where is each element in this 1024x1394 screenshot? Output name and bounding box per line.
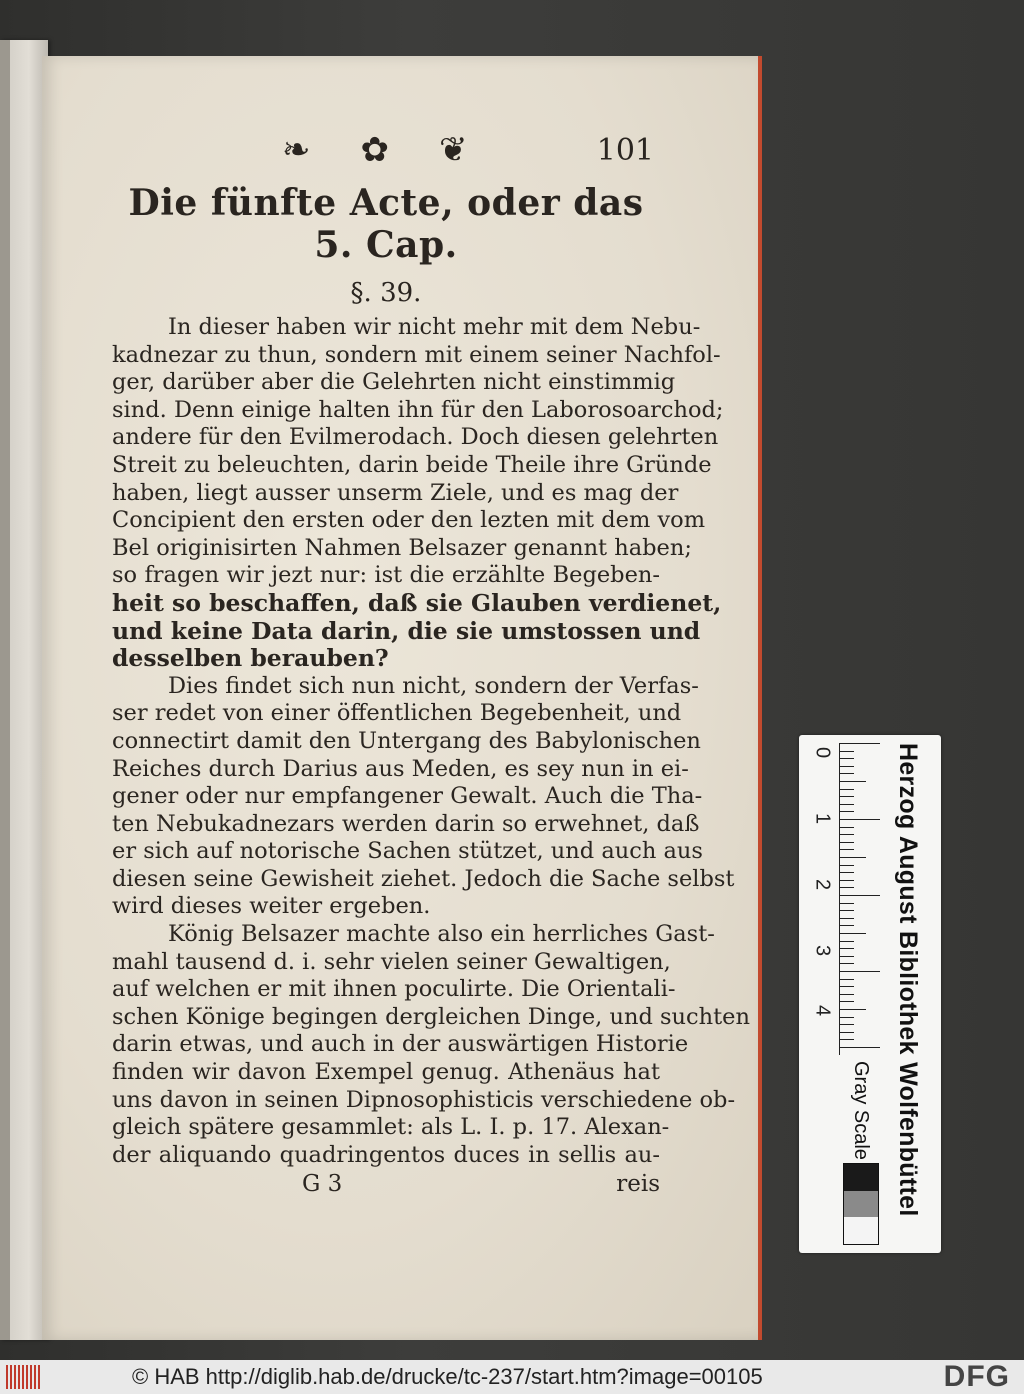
dfg-logo: DFG (943, 1360, 1010, 1393)
ruler-label: 4 (811, 1004, 834, 1017)
page-shadow (0, 40, 10, 1340)
ruler-tick (840, 773, 854, 774)
text-line: Reiches durch Darius aus Meden, es sey nun in ei- (112, 755, 689, 782)
body-text (112, 314, 750, 1169)
text-line: desselben berauben? (112, 644, 389, 673)
ruler-tick (840, 849, 854, 850)
ruler-tick (840, 758, 854, 759)
ruler-tick (840, 963, 854, 964)
ruler-label: 0 (811, 746, 834, 759)
ruler-tick (840, 1009, 866, 1010)
ruler-label: 3 (811, 944, 834, 957)
ornament (282, 130, 470, 170)
text-line: wird dieses weiter ergeben. (112, 893, 431, 920)
text-line: mahl tausend d. i. sehr vielen seiner Gewaltigen, (112, 948, 671, 975)
ruler-tick (840, 1017, 854, 1018)
ruler-tick (840, 910, 854, 911)
text-line: und keine Data darin, die sie umstossen und (112, 616, 701, 645)
page-content (112, 130, 750, 1198)
page-footer (112, 1171, 660, 1197)
text-line: er sich auf notorische Sachen stützet, und auch aus (112, 838, 703, 865)
ruler-tick (840, 789, 854, 790)
ruler-tick (840, 766, 854, 767)
ruler-tick (840, 941, 854, 942)
ruler-tick (840, 994, 854, 995)
text-line: diesen seine Gewisheit ziehet. Jedoch die Sache selbst (112, 865, 735, 892)
text-line: ten Nebukadnezars werden darin so erwehnet, daß (112, 810, 700, 837)
institution-name: Herzog August Bibliothek Wolfenbüttel (894, 743, 922, 1217)
ruler-tick (840, 834, 854, 835)
text-line: sind. Denn einige halten ihn für den Laborosoarchod; (112, 396, 724, 423)
ruler-tick (840, 986, 854, 987)
text-line: haben, liegt ausser unserm Ziele, und es mag der (112, 479, 679, 506)
ruler-tick (840, 918, 854, 919)
running-head (112, 130, 660, 170)
ruler-tick (840, 1047, 880, 1048)
text-line: König Belsazer machte also ein herrliches Gast- (168, 921, 715, 948)
ornament-right-icon: ❦ (439, 130, 470, 170)
ruler-tick (840, 1032, 854, 1033)
text-line: heit so beschaffen, daß sie Glauben verdienet, (112, 588, 722, 617)
gray-scale-label: Gray Scale (850, 1061, 872, 1160)
ruler-tick (840, 948, 854, 949)
ruler-tick (840, 979, 854, 980)
text-line: Bel originisirten Nahmen Belsazer genannt haben; (112, 534, 692, 561)
catchword: reis (616, 1171, 660, 1198)
ornament-left-icon: ❧ (282, 130, 313, 170)
copyright-link[interactable]: © HAB http://diglib.hab.de/drucke/tc-237/start.htm?image=00105 (132, 1364, 763, 1389)
ruler-tick (840, 971, 880, 972)
text-line: Concipient den ersten oder den lezten mit dem vom (112, 507, 706, 534)
section-mark: §. 39. (350, 278, 422, 308)
chapter-title: Die fünfte Acte, oder das 5. Cap. (128, 182, 644, 266)
ruler-label: 1 (811, 812, 834, 825)
ruler-tick (840, 1001, 854, 1002)
text-line: gener oder nur empfangener Gewalt. Auch die Tha- (112, 783, 703, 810)
text-line: connectirt damit den Untergang des Babylonischen (112, 727, 701, 754)
previous-page-edge (0, 40, 48, 1340)
ruler-tick (840, 819, 880, 820)
ruler-tick (840, 925, 854, 926)
viewer-footer (0, 1360, 1024, 1394)
ruler-tick (840, 804, 854, 805)
ruler-tick (840, 880, 854, 881)
text-line: kadnezar zu thun, sondern mit einem seiner Nachfol- (112, 341, 721, 368)
ruler-tick (840, 857, 866, 858)
ruler-tick (840, 865, 854, 866)
ruler-tick (840, 743, 880, 744)
gray-swatches (843, 1163, 879, 1245)
ruler-tick (840, 933, 866, 934)
signature-mark: G 3 (302, 1171, 343, 1198)
ruler-tick (840, 781, 866, 782)
barcode-icon (6, 1365, 42, 1389)
text-line: uns davon in seinen Dipnosophisticis verschiedene ob- (112, 1086, 736, 1113)
ruler-tick (840, 751, 854, 752)
ruler (839, 743, 882, 1055)
text-line: finden wir davon Exempel genug. Athenäus hat (112, 1059, 660, 1086)
text-line: Streit zu beleuchten, darin beide Theile ihre Gründe (112, 451, 712, 478)
text-line: Dies findet sich nun nicht, sondern der Verfas- (168, 672, 699, 699)
page-number: 101 (596, 132, 654, 168)
gray-swatch-mid (844, 1191, 878, 1218)
ornament-center-icon: ✿ (360, 130, 391, 170)
color-scale-card (799, 735, 941, 1253)
text-line: ger, darüber aber die Gelehrten nicht einstimmig (112, 369, 676, 396)
book-page (42, 56, 762, 1340)
text-line: der aliquando quadringentos duces in sellis au- (112, 1141, 660, 1168)
ruler-tick (840, 887, 854, 888)
text-line: ser redet von einer öffentlichen Begebenheit, und (112, 700, 682, 727)
ruler-tick (840, 811, 854, 812)
ruler-tick (840, 827, 854, 828)
gray-swatch-dark (844, 1164, 878, 1191)
text-line: auf welchen er mit ihnen poculirte. Die Orientali- (112, 976, 676, 1003)
ruler-tick (840, 903, 854, 904)
text-line: so fragen wir jezt nur: ist die erzählte Begeben- (112, 562, 660, 589)
text-line: andere für den Evilmerodach. Doch diesen gelehrten (112, 424, 719, 451)
ruler-tick (840, 872, 854, 873)
text-line: schen Könige begingen dergleichen Dinge, und suchten (112, 1003, 750, 1030)
ruler-tick (840, 1024, 854, 1025)
ruler-tick (840, 796, 854, 797)
text-line: In dieser haben wir nicht mehr mit dem Nebu- (168, 314, 701, 340)
text-line: gleich spätere gesammlet: als L. I. p. 17. Alexan- (112, 1114, 670, 1141)
text-line: darin etwas, und auch in der auswärtigen Historie (112, 1031, 689, 1058)
ruler-tick (840, 895, 880, 896)
ruler-tick (840, 842, 854, 843)
ruler-tick (840, 1039, 854, 1040)
ruler-tick (840, 956, 854, 957)
ruler-label: 2 (811, 878, 834, 891)
gray-swatch-light (844, 1217, 878, 1244)
